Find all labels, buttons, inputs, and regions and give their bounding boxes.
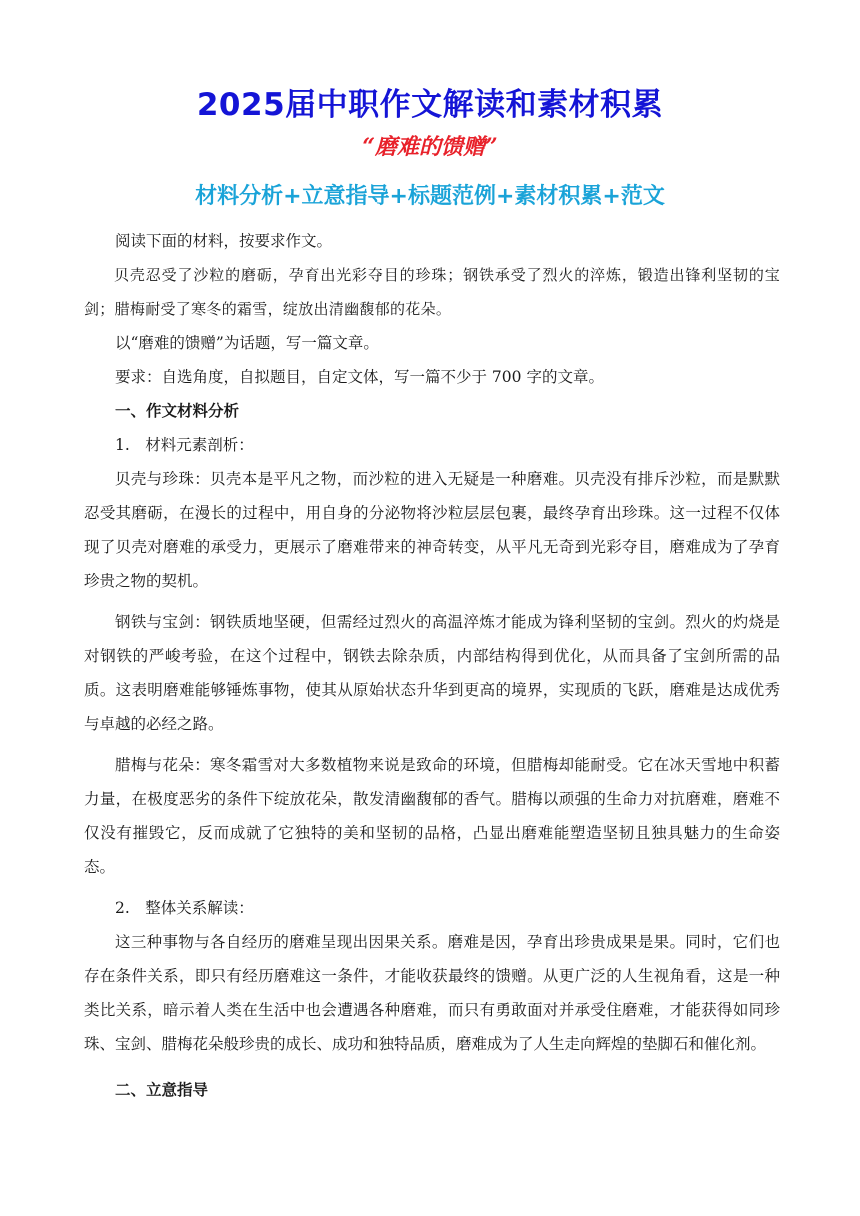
- topic-subtitle: “磨难的馈赠”: [362, 134, 498, 160]
- para-shell-pearl: 贝壳与珍珠：贝壳本是平凡之物，而沙粒的进入无疑是一种磨难。贝壳没有排斥沙粒，而是默默忍受其磨砺，在漫长的过程中，用自身的分泌物将沙粒层层包裹，最终孕育出珍珠。这一过程不仅体现了贝壳对磨难的承受力，更展示了磨难带来的神奇转变，从平凡无奇到光彩夺目，磨难成为了孕育珍贵之物的契机。: [84, 470, 780, 590]
- document-body: [84, 224, 780, 1107]
- section1-heading: 一、作文材料分析: [115, 402, 240, 420]
- para-relation: 这三种事物与各自经历的磨难呈现出因果关系。磨难是因，孕育出珍贵成果是果。同时，它们也存在条件关系，即只有经历磨难这一条件，才能收获最终的馈赠。从更广泛的人生视角看，这是一种类比关系，暗示着人类在生活中也会遭遇各种磨难，而只有勇敢面对并承受住磨难，才能获得如同珍珠、宝剑、腊梅花朵般珍贵的成长、成功和独特品质，磨难成为了人生走向辉煌的垫脚石和催化剂。: [84, 933, 780, 1053]
- section1-sub2: 2. 整体关系解读：: [115, 899, 254, 917]
- section1-sub1: 1. 材料元素剖析：: [115, 436, 254, 454]
- prompt-intro: 阅读下面的材料，按要求作文。: [115, 232, 333, 250]
- prompt-requirement: 要求：自选角度，自拟题目，自定文体，写一篇不少于 700 字的文章。: [115, 368, 604, 386]
- document-title: 2025届中职作文解读和素材积累: [196, 87, 664, 123]
- para-plum-flower: 腊梅与花朵：寒冬霜雪对大多数植物来说是致命的环境，但腊梅却能耐受。它在冰天雪地中积蓄力量，在极度恶劣的条件下绽放花朵，散发清幽馥郁的香气。腊梅以顽强的生命力对抗磨难，磨难不仅没有摧毁它，反而成就了它独特的美和坚韧的品格，凸显出磨难能塑造坚韧且独具魅力的生命姿态。: [84, 756, 780, 876]
- para-steel-sword: 钢铁与宝剑：钢铁质地坚硬，但需经过烈火的高温淬炼才能成为锋利坚韧的宝剑。烈火的灼烧是对钢铁的严峻考验，在这个过程中，钢铁去除杂质，内部结构得到优化，从而具备了宝剑所需的品质。这表明磨难能够锤炼事物，使其从原始状态升华到更高的境界，实现质的飞跃，磨难是达成优秀与卓越的必经之路。: [84, 613, 780, 733]
- prompt-material: 贝壳忍受了沙粒的磨砺，孕育出光彩夺目的珍珠；钢铁承受了烈火的淬炼，锻造出锋利坚韧的宝剑；腊梅耐受了寒冬的霜雪，绽放出清幽馥郁的花朵。: [84, 266, 780, 318]
- section2-heading: 二、立意指导: [115, 1081, 209, 1099]
- prompt-topic: 以“磨难的馈赠”为话题，写一篇文章。: [115, 334, 379, 352]
- outline-subtitle: 材料分析+立意指导+标题范例+素材积累+范文: [195, 184, 665, 209]
